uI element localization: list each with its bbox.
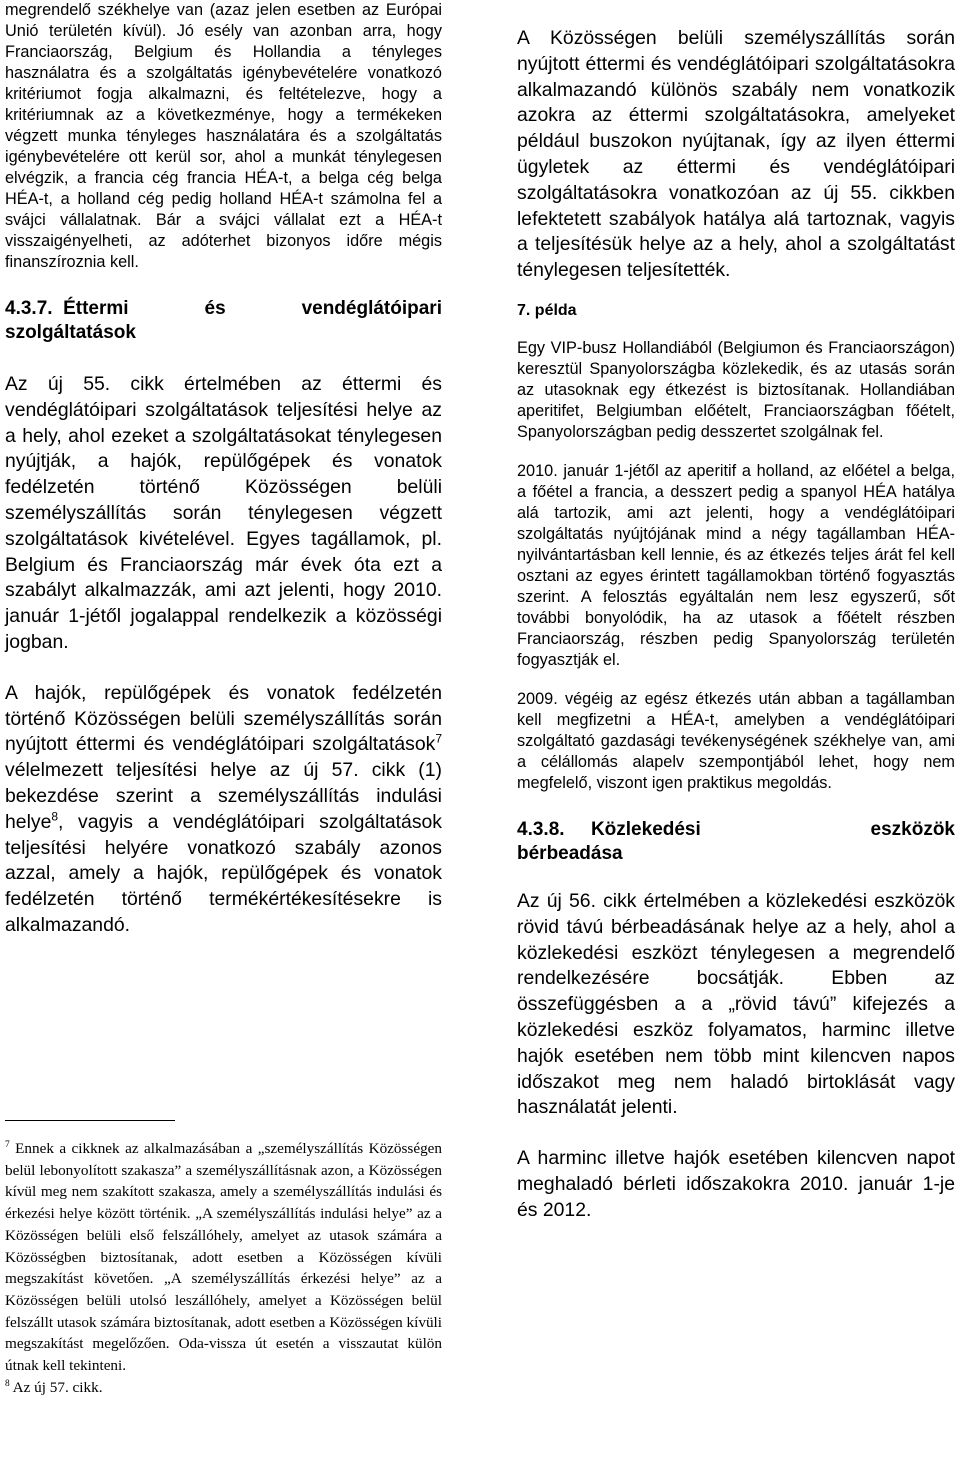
left-column bbox=[5, 0, 442, 939]
heading-4-3-8-line2: bérbeadása bbox=[517, 842, 623, 864]
example-paragraph-3: 2009. végéig az egész étkezés után abban a tagállamban kell megfizetni a HÉA-t, amelyben a vendéglátóipari szolgáltató gazdasági tevékenységének székhelye van, ami a célállomás alapelv szempontjából lehet, hogy nem megfelelő, viszont igen praktikus megoldás. bbox=[517, 689, 955, 792]
footnote-8: $^8$ Az új 57. cikk. bbox=[5, 1378, 103, 1396]
heading-number: 4.3.7. bbox=[5, 298, 53, 319]
footnote-ref-7[interactable]: 7 bbox=[435, 731, 442, 746]
heading-word: és bbox=[204, 298, 226, 319]
heading-number: 4.3.8. bbox=[517, 818, 565, 840]
heading-word: vendéglátóipari bbox=[301, 298, 442, 319]
footnotes bbox=[5, 1138, 442, 1398]
example-paragraph-1: Egy VIP-busz Hollandiából (Belgiumon és Franciaországon) keresztül Spanyolországba közlekedik, és az utasás során az utasoknak egy étkezést is biztosítanak. Hollandiában aperitifet, Belgiumban előételt, Franciaországban főételt, Spanyolországban pedig desszertet szolgálnak fel. bbox=[517, 338, 955, 441]
paragraph-onboard-catering: A hajók, repülőgépek és vonatok fedélzetén történő Közösségen belüli személyszállítás során nyújtott éttermi és vendéglátóipari szolgáltatások$^7$ vélelmezett teljesítési helye az új 57. cikk (1) bekezdése szerint a személyszállítás indulási helye$^8$, vagyis a vendéglátóipari szolgáltatások teljesítési helyére vonatkozó szabály azonos azzal, amely a hajók, repülőgépek és vonatok fedélzetén történő termékértékesítésekre is alkalmazandó. bbox=[5, 681, 442, 936]
example-paragraph-2: 2010. január 1-jétől az aperitif a holland, az előétel a belga, a főétel a francia, a desszert pedig a spanyol HÉA hatálya alá tartozik, ami azt jelenti, hogy a vendéglátóipari szolgáltatás nyújtójának mind a négy tagállamban HÉA-nyilvántartásban kell lennie, és az étkezés teljes árát fel kell osztani az egyes érintett tagállamokban történő fogyasztás szerint. A felosztás egyáltalán nem lesz egyszerű, sőt további bonyolódik, ha az utasok a főételt részben Franciaország, részben pedig Spanyolország területén fogyasztják el. bbox=[517, 461, 955, 669]
paragraph-long-term-hire: A harminc illetve hajók esetében kilencven napot meghaladó bérleti időszakokra 2010. január 1-je és 2012. bbox=[517, 1147, 955, 1221]
paragraph-restaurant-rule: Az új 55. cikk értelmében az éttermi és vendéglátóipari szolgáltatások teljesítési helye az a hely, ahol ezeket a szolgáltatásokat ténylegesen nyújtják, a hajók, repülőgépek és vonatok fedélzetén történő Közösségen belüli személyszállítás során ténylegesen végzett szolgáltatások kivételével. Egyes tagállamok, pl. Belgium és Franciaország már évek óta ezt a szabályt alkalmazzák, ami azt jelenti, hogy 2010. január 1-jétől jogalappal rendelkezik a közösségi jogban. bbox=[5, 373, 442, 653]
heading-word: Éttermi bbox=[63, 298, 129, 319]
paragraph-swiss-example-end: megrendelő székhelye van (azaz jelen esetben az Európai Unió területén kívül). Jó esély van azonban arra, hogy Franciaország, Belgium és Hollandia a tényleges használatra és a szolgáltatás igénybevételére vonatkozó kritériumot fogja alkalmazni, és feltételezve, hogy a kritériumnak az a következménye, hogy a termékeken végzett munka tényleges használatára és a szolgáltatás igénybevételére ott kerül sor, ahol a munkát ténylegesen elvégzik, a francia cég francia HÉA-t, a belga cég belga HÉA-t, a holland cég pedig holland HÉA-t számolna fel a svájci vállalatnak. Bár a svájci vállalat ezt a HÉA-t visszaigényelheti, az adóterhet bizonyos időre mégis finanszíroznia kell. bbox=[5, 1, 442, 271]
footnote-7: $^7$ Ennek a cikknek az alkalmazásában a „személyszállítás Közösségen belül lebonyolított szakasza” a személyszállításnak azon, a Közösségen kívül meg nem szakított szakasza, amely a személyszállítás indulási és érkezési helye között történik. „A személyszállítás indulási helye” az a Közösségen belüli első felszállóhely, amelyet az utasok számára a Közösségben biztosítanak, adott esetben a Közösségen kívüli megszakítást követően. „A személyszállítás érkezési helye” az a Közösségen belüli utolsó leszállóhely, amelyet a Közösségen belül felszállt utasok számára biztosítanak, adott esetben a Közösségen kívüli megszakítást megelőzően. Oda-vissza út esetén a visszautat külön útnak kell tekinteni. bbox=[5, 1139, 442, 1375]
paragraph-bus-exception: A Közösségen belüli személyszállítás során nyújtott éttermi és vendéglátóipari szolgáltatásokra alkalmazandó különös szabály nem vonatkozik azokra az éttermi szolgáltatásokra, amelyeket például buszokon nyújtanak, így az ilyen éttermi ügyletek az éttermi és vendéglátóipari szolgáltatásokra vonatkozóan az új 55. cikkben lefektetett szabályok hatálya alá tartoznak, vagyis a teljesítésük helye az a hely, ahol a szolgáltatást ténylegesen teljesítették. bbox=[517, 27, 955, 282]
heading-4-3-7 bbox=[5, 297, 442, 321]
heading-4-3-7-line2: szolgáltatások bbox=[5, 322, 136, 343]
paragraph-vehicle-hire: Az új 56. cikk értelmében a közlekedési eszközök rövid távú bérbeadásának helye az a hely, ahol a közlekedési eszközt ténylegesen a megrendelő rendelkezésére bocsátják. Ebben az összefüggésben a a „rövid távú” kifejezés a közlekedési eszköz folyamatos, harminc illetve hajók esetében nem több mint kilencven napos időszakot meg nem haladó birtoklását vagy használatát jelenti. bbox=[517, 889, 955, 1119]
heading-word: eszközök bbox=[870, 818, 955, 840]
footnote-ref-8[interactable]: 8 bbox=[51, 809, 59, 824]
footnote-separator bbox=[5, 1120, 175, 1121]
right-column bbox=[517, 0, 955, 1224]
heading-4-3-8 bbox=[517, 818, 955, 842]
example-title: 7. példa bbox=[517, 301, 577, 319]
heading-word: Közlekedési bbox=[590, 818, 701, 840]
